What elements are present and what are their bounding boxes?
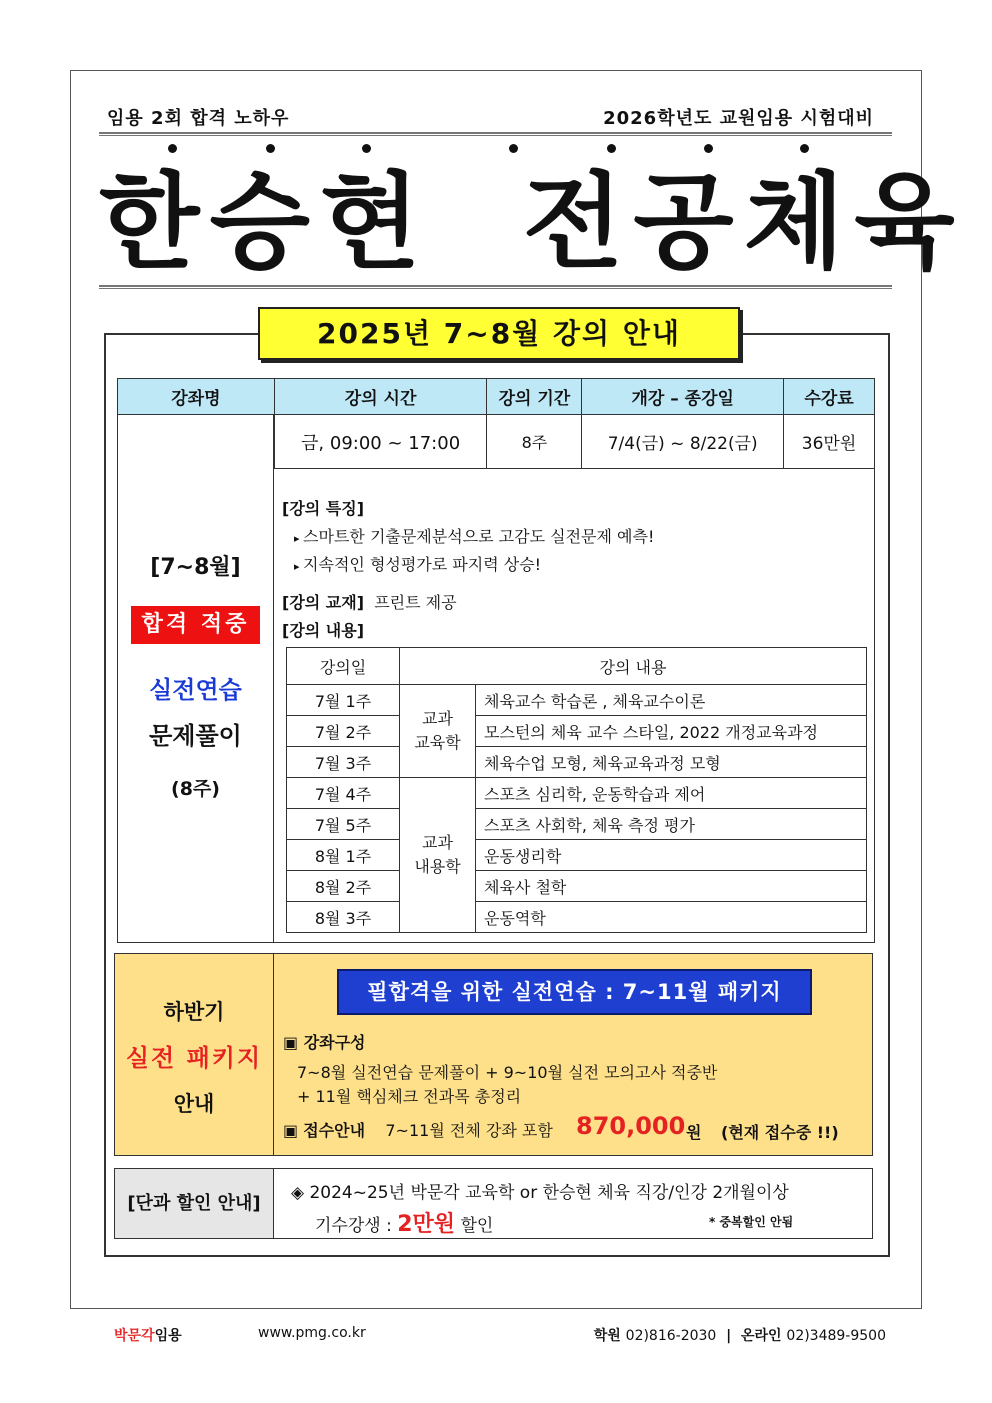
lesson-week: 7월 4주: [287, 778, 400, 809]
lesson-week: 7월 2주: [287, 716, 400, 747]
dot: [362, 144, 371, 153]
composition-line-1: 7~8월 실전연습 문제풀이 + 9~10월 실전 모의고사 적중반: [297, 1063, 718, 1082]
dot: [800, 144, 809, 153]
lesson-group: 교과 내용학: [400, 778, 476, 933]
package-section: [114, 953, 873, 1156]
package-label-1: 하반기: [163, 1000, 225, 1024]
lecture-fee: 36만원: [784, 415, 875, 469]
footer-contacts: 학원 02)816-2030 | 온라인 02)3489-9500: [593, 1328, 886, 1344]
lesson-content: 스포츠 심리학, 운동학습과 제어: [476, 778, 867, 809]
discount-amount: 2만원: [397, 1212, 456, 1237]
course-name-1: 실전연습: [149, 676, 242, 704]
course-info: [117, 414, 274, 943]
discount-line-2: 기수강생 : 2만원 할인: [315, 1212, 494, 1237]
bullet-icon: ▸: [294, 532, 304, 545]
footer-url[interactable]: www.pmg.co.kr: [258, 1325, 366, 1341]
dot: [704, 144, 713, 153]
discount-label: [단과 할인 안내]: [115, 1169, 274, 1238]
composition-line-2: + 11월 핵심체크 전과목 총정리: [297, 1087, 522, 1106]
package-label-2: 실전 패키지: [125, 1044, 263, 1072]
lesson-content: 운동생리학: [476, 840, 867, 871]
inner-header: 강의일: [287, 648, 400, 685]
lecture-duration: 8주: [487, 415, 582, 469]
discount-line-1: ◈ 2024~25년 박문각 교육학 or 한승현 체육 직강/인강 2개월이상: [291, 1183, 789, 1203]
course-badge: 합격 적중: [131, 606, 260, 644]
title-rule: [99, 285, 892, 289]
lecture-dates: 7/4(금) ~ 8/22(금): [582, 415, 784, 469]
package-price: 870,000: [576, 1112, 686, 1140]
lesson-content: 운동역학: [476, 902, 867, 933]
package-label: [115, 954, 274, 1155]
lesson-content: 모스턴의 체육 교수 스타일, 2022 개정교육과정: [476, 716, 867, 747]
bullet-icon: ▸: [294, 560, 304, 573]
lesson-content: 체육사 철학: [476, 871, 867, 902]
content-label: [강의 내용]: [282, 621, 365, 640]
lesson-group: 교과 교육학: [400, 685, 476, 778]
composition-label: ▣ 강좌구성: [283, 1033, 366, 1052]
feature-item: ▸ 지속적인 형성평가로 파지력 상승!: [294, 555, 542, 574]
price-unit: 원: [686, 1123, 702, 1142]
dot: [509, 144, 518, 153]
discount-note: * 중복할인 안됨: [709, 1215, 794, 1229]
course-weeks: (8주): [171, 778, 220, 800]
lesson-week: 8월 1주: [287, 840, 400, 871]
lesson-content: 체육수업 모형, 체육교육과정 모형: [476, 747, 867, 778]
discount-section: [114, 1168, 873, 1239]
dot: [607, 144, 616, 153]
diamond-bullet-icon: ◈: [291, 1183, 310, 1203]
lesson-content: 스포츠 사회학, 체육 측정 평가: [476, 809, 867, 840]
col-header: 강의 시간: [274, 379, 487, 415]
lesson-week: 8월 2주: [287, 871, 400, 902]
col-header: 강좌명: [118, 379, 275, 415]
course-month: [7~8월]: [150, 555, 241, 580]
notice-title: 2025년 7~8월 강의 안내: [258, 307, 740, 360]
dot: [168, 144, 177, 153]
header-right-text: 2026학년도 교원임용 시험대비: [603, 108, 874, 129]
square-bullet-icon: ▣: [283, 1033, 304, 1052]
course-name-2: 문제풀이: [149, 722, 242, 750]
lesson-week: 7월 1주: [287, 685, 400, 716]
registration-status: (현재 접수중 !!): [721, 1123, 839, 1142]
features-label: [강의 특징]: [282, 499, 365, 518]
textbook-row: [강의 교재] 프린트 제공: [282, 593, 457, 612]
lecture-time: 금, 09:00 ~ 17:00: [274, 415, 487, 469]
square-bullet-icon: ▣: [283, 1121, 304, 1140]
package-banner: 필합격을 위한 실전연습 : 7~11월 패키지: [337, 969, 812, 1015]
feature-item: ▸ 스마트한 기출문제분석으로 고감도 실전문제 예측!: [294, 527, 655, 546]
registration-row: ▣ 접수안내 7~11월 전체 강좌 포함: [283, 1121, 553, 1140]
inner-header: 강의 내용: [400, 648, 867, 685]
lesson-content: 체육교수 학습론 , 체육교수이론: [476, 685, 867, 716]
lesson-week: 7월 3주: [287, 747, 400, 778]
col-header: 수강료: [784, 379, 875, 415]
package-label-3: 안내: [173, 1092, 215, 1116]
col-header: 강의 기간: [487, 379, 582, 415]
header-left-text: 임용 2회 합격 노하우: [107, 108, 290, 129]
dot: [266, 144, 275, 153]
lesson-week: 7월 5주: [287, 809, 400, 840]
col-header: 개강 – 종강일: [582, 379, 784, 415]
curriculum-table: [286, 647, 867, 933]
main-title: 한승현 전공체육: [99, 161, 965, 283]
footer-logo: 박문각임용: [114, 1328, 182, 1344]
header-rule: [99, 132, 892, 136]
lesson-week: 8월 3주: [287, 902, 400, 933]
